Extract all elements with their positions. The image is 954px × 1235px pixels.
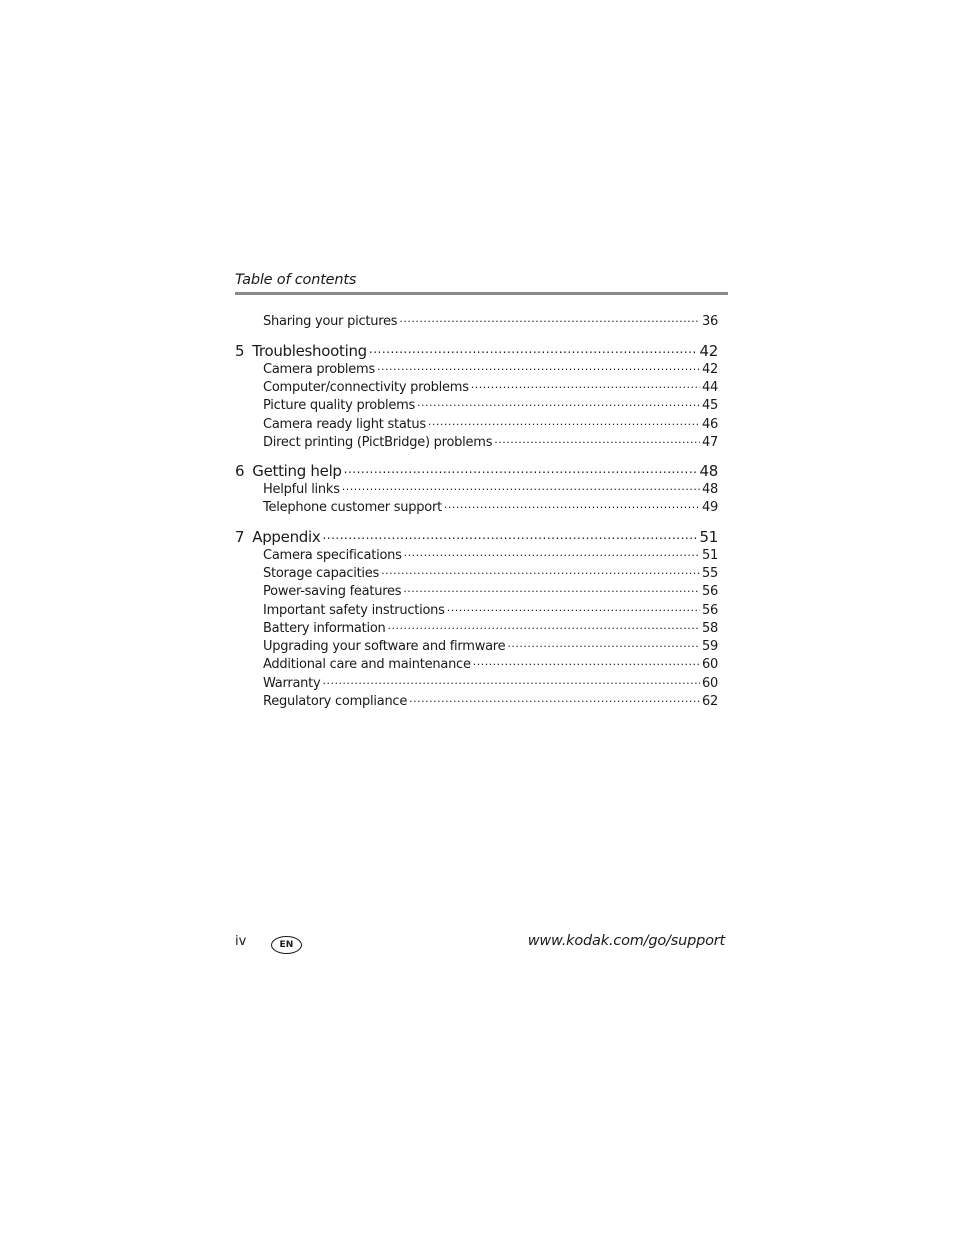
toc-entry-page: 56 [701, 603, 718, 618]
toc-entry-page: 44 [701, 380, 718, 395]
toc-chapter[interactable] [235, 341, 718, 361]
toc-entry-page: 60 [701, 657, 718, 672]
toc-chapter-label: Troubleshooting [252, 342, 367, 360]
footer-page-number: iv [235, 934, 247, 949]
toc-entry[interactable] [263, 415, 718, 433]
toc-entry[interactable] [263, 480, 718, 498]
toc-entry-label: Regulatory compliance [263, 694, 408, 709]
toc-entry[interactable] [263, 433, 718, 451]
toc-leader-dots [322, 674, 700, 687]
toc-chapter[interactable] [235, 527, 718, 547]
toc-entry[interactable] [263, 619, 718, 637]
toc-entry[interactable] [263, 312, 718, 330]
toc-entry-page: 49 [701, 500, 718, 515]
toc-entry-page: 45 [701, 398, 718, 413]
toc-leader-dots [447, 601, 700, 614]
toc-entry-page: 42 [701, 362, 718, 377]
page-header-title: Table of contents [235, 272, 357, 288]
toc-entry-page: 55 [701, 566, 718, 581]
toc-leader-dots [342, 480, 700, 493]
toc-entry-label: Important safety instructions [263, 603, 445, 618]
toc-leader-dots [444, 498, 700, 511]
toc-entry[interactable] [263, 396, 718, 414]
toc-chapter-label: Appendix [252, 528, 321, 546]
toc-leader-dots [381, 564, 700, 577]
toc-entry-label: Camera specifications [263, 548, 402, 563]
toc-leader-dots [409, 692, 700, 705]
toc-entry-page: 46 [701, 417, 718, 432]
toc-entry-label: Computer/connectivity problems [263, 380, 469, 395]
toc-leader-dots [494, 433, 700, 446]
toc-entry[interactable] [263, 601, 718, 619]
toc-entry-label: Upgrading your software and firmware [263, 639, 506, 654]
toc-chapter-number: 7 [235, 528, 245, 546]
toc-leader-dots [399, 312, 700, 325]
toc-chapter-label: Getting help [252, 462, 342, 480]
toc-entry[interactable] [263, 498, 718, 516]
toc-entry[interactable] [263, 378, 718, 396]
toc-entry-label: Additional care and maintenance [263, 657, 471, 672]
toc-entry[interactable] [263, 637, 718, 655]
toc-leader-dots [369, 341, 698, 356]
toc-entry-label: Helpful links [263, 482, 340, 497]
toc-chapter[interactable] [235, 461, 718, 481]
toc-chapter-page: 51 [699, 528, 718, 546]
language-badge: EN [271, 936, 302, 954]
toc-entry-label: Camera ready light status [263, 417, 426, 432]
toc-leader-dots [404, 546, 700, 559]
toc-entry-label: Direct printing (PictBridge) problems [263, 435, 493, 450]
toc-entry[interactable] [263, 692, 718, 710]
header-divider [235, 292, 728, 295]
toc-leader-dots [322, 527, 697, 542]
toc-entry-page: 51 [701, 548, 718, 563]
toc-entry-label: Picture quality problems [263, 398, 416, 413]
toc-entry[interactable] [263, 564, 718, 582]
toc-entry-page: 58 [701, 621, 718, 636]
toc-entry[interactable] [263, 655, 718, 673]
toc-leader-dots [428, 415, 700, 428]
toc-entry-page: 47 [701, 435, 718, 450]
toc-entry-page: 56 [701, 584, 718, 599]
toc-chapter-page: 42 [699, 342, 718, 360]
toc-chapter-number: 6 [235, 462, 245, 480]
toc-leader-dots [417, 396, 700, 409]
toc-leader-dots [471, 378, 700, 391]
toc-entry-page: 62 [701, 694, 718, 709]
toc-entry[interactable] [263, 360, 718, 378]
toc-leader-dots [473, 655, 700, 668]
toc-entry-label: Storage capacities [263, 566, 380, 581]
toc-entry[interactable] [263, 546, 718, 564]
toc-chapter-page: 48 [699, 462, 718, 480]
toc-leader-dots [377, 360, 700, 373]
footer-support-link[interactable]: www.kodak.com/go/support [527, 933, 725, 949]
toc-entry-page: 60 [701, 676, 718, 691]
toc-entry-label: Battery information [263, 621, 386, 636]
toc-leader-dots [403, 582, 700, 595]
toc-entry-page: 48 [701, 482, 718, 497]
toc-entry-label: Power-saving features [263, 584, 402, 599]
toc-entry[interactable] [263, 674, 718, 692]
toc-chapter-number: 5 [235, 342, 245, 360]
toc-entry[interactable] [263, 582, 718, 600]
toc-leader-dots [507, 637, 700, 650]
toc-entry-label: Telephone customer support [263, 500, 442, 515]
toc-entry-label: Warranty [263, 676, 321, 691]
toc-leader-dots [344, 461, 698, 476]
toc-entry-page: 59 [701, 639, 718, 654]
toc-entry-label: Camera problems [263, 362, 375, 377]
toc-entry-label: Sharing your pictures [263, 314, 398, 329]
toc-leader-dots [388, 619, 700, 632]
toc-entry-page: 36 [701, 314, 718, 329]
